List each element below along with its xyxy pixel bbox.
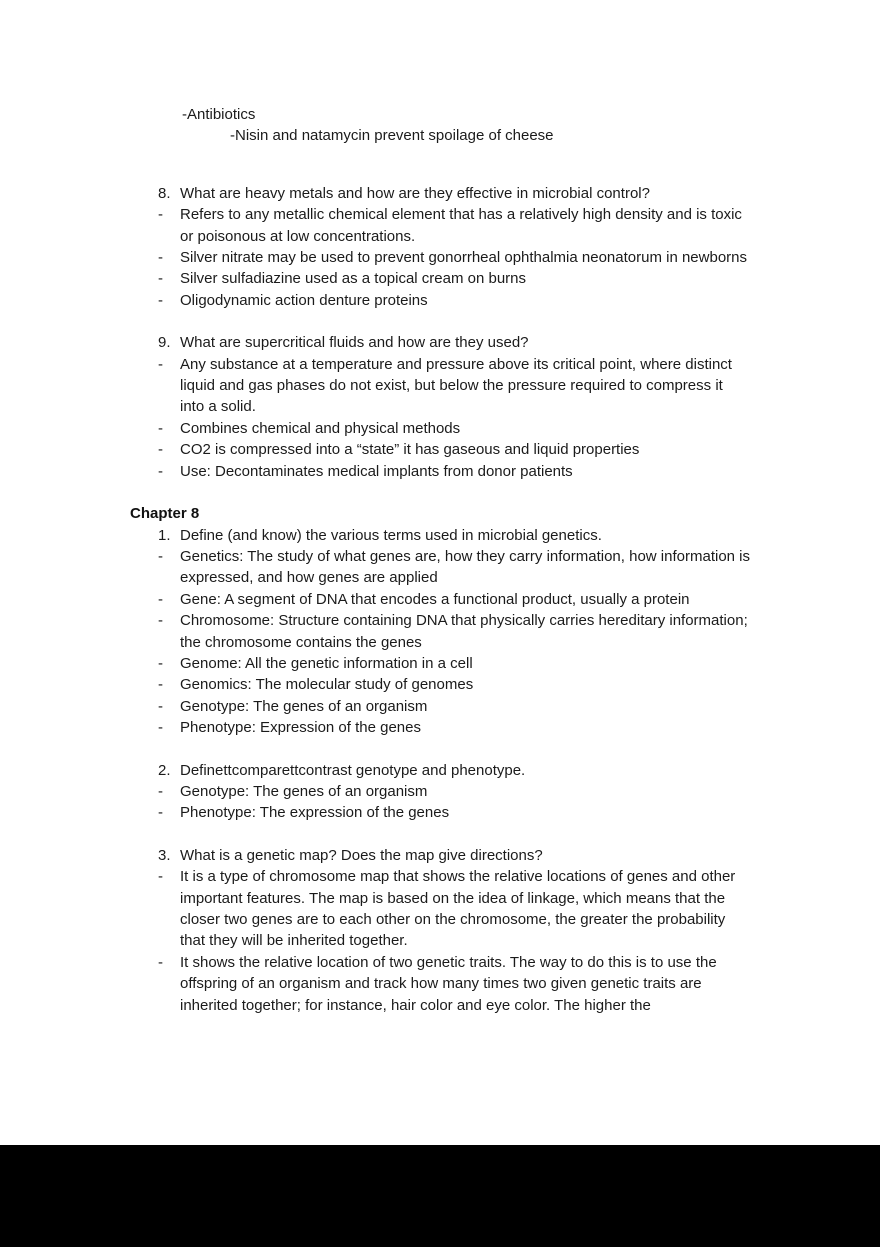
list-item — [158, 439, 880, 460]
intro-section-gap — [0, 147, 880, 183]
list-item — [158, 866, 880, 952]
top-margin-spacer — [0, 0, 880, 104]
question-group — [0, 525, 880, 739]
list-item-text: Combines chemical and physical methods — [180, 419, 461, 437]
chapter-questions-block — [0, 525, 880, 1017]
chapter-heading: Chapter 8 — [130, 505, 200, 523]
footer-black-bar — [0, 1145, 880, 1247]
list-item — [158, 653, 880, 674]
list-item-text: What are supercritical fluids and how are they used? — [180, 334, 529, 352]
list-item-text: Genotype: The genes of an organism — [180, 697, 428, 715]
list-item-dash-marker: - — [158, 868, 163, 886]
list-item-dash-marker: - — [158, 719, 163, 737]
questions-block — [0, 183, 880, 482]
list-item — [158, 204, 880, 247]
question-group — [0, 332, 880, 482]
list-item-dash-marker: - — [158, 953, 163, 971]
list-item-text: Phenotype: Expression of the genes — [180, 719, 421, 737]
list-item-dash-marker: - — [158, 782, 163, 800]
list-item-dash-marker: - — [158, 462, 163, 480]
list-item-text: Use: Decontaminates medical implants from donor patients — [180, 462, 573, 480]
list-item-dash-marker: - — [158, 612, 163, 630]
list-item — [158, 290, 880, 311]
list-item-number-marker: 3. — [158, 846, 171, 864]
list-item-dash-marker: - — [158, 441, 163, 459]
list-item-text: Any substance at a temperature and pressure above its critical point, where distinct liquid and gas phases do not exist, but below the pressure required to compress it into a solid. — [180, 355, 732, 416]
list-item-text: Chromosome: Structure containing DNA that physically carries hereditary information; the chromosome contains the genes — [180, 612, 748, 651]
list-item — [158, 802, 880, 823]
intro-line: -Antibiotics — [182, 106, 256, 123]
list-item — [158, 183, 880, 204]
list-item — [158, 610, 880, 653]
list-item-text: What are heavy metals and how are they effective in microbial control? — [180, 184, 650, 202]
list-item-number-marker: 1. — [158, 526, 171, 544]
question-group-gap — [0, 739, 880, 760]
list-item-text: Genome: All the genetic information in a cell — [180, 654, 473, 672]
list-item-dash-marker: - — [158, 206, 163, 224]
list-item-text: It shows the relative location of two genetic traits. The way to do this is to use the offspring of an organism and track how many times two given genetic traits are inherited together; for instance, hair color and eye color. The higher the — [180, 953, 717, 1014]
question-group — [0, 845, 880, 1016]
list-item — [158, 418, 880, 439]
list-item — [158, 546, 880, 589]
list-item-text: CO2 is compressed into a “state” it has gaseous and liquid properties — [180, 441, 640, 459]
question-group-gap — [0, 311, 880, 332]
list-item — [158, 589, 880, 610]
list-item-text: Silver sulfadiazine used as a topical cream on burns — [180, 270, 527, 288]
list-item — [158, 845, 880, 866]
list-item — [158, 760, 880, 781]
list-item-dash-marker: - — [158, 355, 163, 373]
list-item-dash-marker: - — [158, 419, 163, 437]
list-item — [158, 268, 880, 289]
list-item-text: Phenotype: The expression of the genes — [180, 804, 450, 822]
intro-notes-block — [0, 104, 880, 147]
list-item-dash-marker: - — [158, 291, 163, 309]
list-item-dash-marker: - — [158, 547, 163, 565]
list-item — [158, 354, 880, 418]
list-item-text: Definettcomparettcontrast genotype and phenotype. — [180, 761, 526, 779]
question-group — [0, 183, 880, 311]
list-item-dash-marker: - — [158, 270, 163, 288]
list-item-dash-marker: - — [158, 804, 163, 822]
list-item-dash-marker: - — [158, 249, 163, 267]
list-item-text: What is a genetic map? Does the map give directions? — [180, 846, 543, 864]
list-item-text: Silver nitrate may be used to prevent gonorrheal ophthalmia neonatorum in newborns — [180, 249, 747, 267]
list-item-dash-marker: - — [158, 590, 163, 608]
chapter-heading-gap — [0, 482, 880, 503]
question-group — [0, 760, 880, 824]
list-item-number-marker: 8. — [158, 184, 171, 202]
list-item-text: Oligodynamic action denture proteins — [180, 291, 428, 309]
list-item-text: It is a type of chromosome map that shows the relative locations of genes and other important features. The map is based on the idea of linkage, which means that the closer two genes are to each other on the chromosome, the greater the probability that they will be inherited together. — [180, 868, 736, 950]
list-item-text: Define (and know) the various terms used in microbial genetics. — [180, 526, 602, 544]
question-group-gap — [0, 824, 880, 845]
list-item — [158, 674, 880, 695]
list-item — [158, 525, 880, 546]
list-item-dash-marker: - — [158, 676, 163, 694]
list-item — [158, 781, 880, 802]
list-item — [158, 717, 880, 738]
list-item-number-marker: 9. — [158, 334, 171, 352]
list-item-text: Refers to any metallic chemical element that has a relatively high density and is toxic or poisonous at low concentrations. — [180, 206, 742, 245]
list-item-dash-marker: - — [158, 654, 163, 672]
list-item — [158, 332, 880, 353]
list-item-text: Genotype: The genes of an organism — [180, 782, 428, 800]
list-item-text: Genomics: The molecular study of genomes — [180, 676, 474, 694]
list-item-text: Genetics: The study of what genes are, how they carry information, how information is expressed, and how genes are applied — [180, 547, 750, 587]
list-item — [158, 247, 880, 268]
list-item-text: Gene: A segment of DNA that encodes a functional product, usually a protein — [180, 590, 690, 608]
list-item — [158, 696, 880, 717]
intro-line: -Nisin and natamycin prevent spoilage of cheese — [230, 127, 554, 145]
list-item — [158, 461, 880, 482]
list-item-number-marker: 2. — [158, 761, 171, 779]
list-item — [158, 952, 880, 1016]
list-item-dash-marker: - — [158, 697, 163, 715]
